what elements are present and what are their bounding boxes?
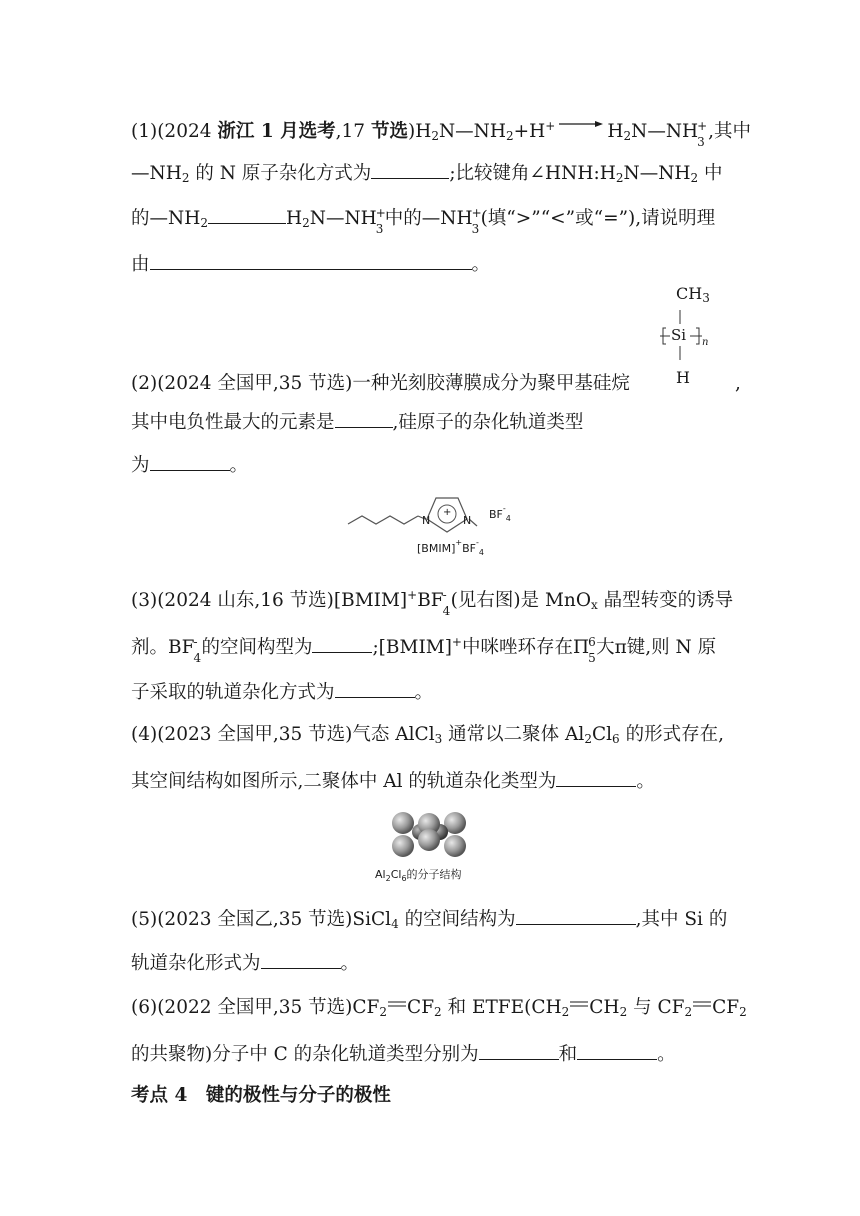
text: ,17 — [335, 121, 371, 142]
subscript: 4 — [193, 651, 202, 665]
charge: + — [471, 206, 482, 220]
subscript: 3 — [702, 291, 710, 305]
text: BF — [417, 590, 444, 611]
bf4-label — [489, 504, 511, 523]
text: Cl — [591, 724, 613, 745]
q6-line2 — [131, 1041, 676, 1067]
text: )H — [407, 121, 432, 142]
superscript: - — [502, 504, 506, 513]
subscript: 4 — [442, 604, 451, 618]
answer-blank[interactable] — [150, 251, 472, 270]
answer-blank[interactable] — [516, 906, 636, 925]
q2-line1 — [131, 372, 630, 396]
text: ,硅原子的杂化轨道类型 — [392, 412, 584, 433]
text: —NH — [131, 163, 182, 184]
subscript: 3 — [471, 222, 480, 236]
subscript: 2 — [623, 129, 632, 143]
answer-blank[interactable] — [479, 1041, 559, 1060]
al2cl6-molecule-diagram — [370, 806, 490, 866]
subscript: 2 — [379, 1005, 388, 1019]
subscript: 2 — [506, 129, 514, 143]
q1-line3 — [131, 205, 716, 236]
subscript: 2 — [684, 1005, 693, 1019]
text: (3)(2024 山东,16 节选)[BMIM] — [131, 590, 408, 611]
q4-line2 — [131, 768, 655, 794]
text: [BMIM] — [417, 542, 456, 555]
polymethylsilane-structure — [650, 282, 740, 392]
subscript: 2 — [619, 1005, 628, 1019]
double-bond-icon — [692, 999, 712, 1009]
subscript: 2 — [615, 171, 624, 185]
subscript: 2 — [561, 1005, 570, 1019]
subscript: 2 — [584, 732, 592, 746]
text: 。 — [657, 1044, 676, 1065]
text: , — [735, 373, 741, 394]
nh3-ion — [631, 119, 708, 149]
superscript: + — [455, 538, 463, 547]
text-bold: 浙江 1 月选考 — [217, 121, 336, 142]
si-label: Si — [671, 326, 687, 344]
text: 。 — [636, 771, 655, 792]
text: 中 — [698, 163, 723, 184]
text: 和 — [558, 1044, 578, 1065]
text: 其空间结构如图所示,二聚体中 Al 的轨道杂化类型为 — [131, 771, 557, 792]
ch3-label — [676, 284, 710, 303]
q3-line3 — [131, 679, 433, 705]
q2-line2 — [131, 409, 583, 435]
text: CF — [712, 997, 740, 1018]
n-label: N — [422, 514, 431, 527]
text: 的分子结构 — [406, 868, 462, 881]
answer-blank[interactable] — [577, 1041, 657, 1060]
charge: - — [193, 635, 198, 649]
text: 与 CF — [627, 997, 685, 1018]
text: 剂。BF — [131, 637, 195, 658]
text: (5)(2023 全国乙,35 节选)SiCl — [131, 909, 392, 930]
subscript: 6 — [612, 732, 620, 746]
pi-bond-notation — [461, 635, 596, 665]
text: 的共聚物)分子中 C 的杂化轨道类型分别为 — [131, 1044, 479, 1065]
text: 子采取的轨道杂化方式为 — [131, 682, 335, 703]
text: ;[BMIM] — [372, 637, 452, 658]
subscript: 2 — [431, 129, 439, 143]
plus-label: + — [443, 507, 452, 518]
text: 的 N 原子杂化方式为 — [189, 163, 372, 184]
text: 。 — [471, 254, 491, 275]
superscript: 6 — [588, 635, 596, 649]
answer-blank[interactable] — [261, 950, 341, 969]
subscript: 3 — [434, 732, 443, 746]
text: N—NH — [623, 163, 691, 184]
text: 由 — [131, 254, 150, 275]
nh3-ion — [384, 206, 482, 236]
superscript: + — [545, 119, 556, 133]
answer-blank[interactable] — [335, 679, 415, 698]
subscript: 4 — [505, 514, 511, 523]
text: 大π键,则 N 原 — [596, 637, 717, 658]
n-label: n — [702, 337, 709, 348]
superscript: + — [407, 588, 418, 602]
text: 轨道杂化形式为 — [131, 953, 261, 974]
bf4-ion — [417, 588, 451, 618]
q5-line1 — [131, 906, 727, 932]
subscript: 2 — [181, 171, 190, 185]
q6-line1 — [131, 996, 747, 1020]
text: (填“>”“<”或“=”),请说明理 — [480, 208, 716, 229]
text: N—NH — [631, 121, 699, 142]
n-label: N — [463, 514, 472, 527]
text: 。 — [229, 455, 249, 476]
text: 为 — [131, 455, 150, 476]
subscript: 2 — [200, 216, 208, 230]
text: (见右图)是 MnO — [450, 590, 591, 611]
text: 的空间结构为 — [398, 909, 516, 930]
answer-blank[interactable] — [371, 160, 449, 179]
subscript: x — [590, 598, 598, 612]
text: CH — [589, 997, 620, 1018]
text: BF — [489, 508, 503, 521]
text: N—NH — [438, 121, 506, 142]
answer-blank[interactable] — [312, 634, 372, 653]
q5-line2 — [131, 950, 359, 976]
text: 中的—NH — [384, 208, 473, 229]
bmim-caption — [417, 538, 484, 557]
double-bond-icon — [569, 999, 589, 1009]
charge: + — [375, 206, 386, 220]
subscript: 6 — [401, 874, 407, 883]
subscript: 4 — [478, 548, 484, 557]
charge: + — [697, 119, 708, 133]
text: Cl — [390, 868, 402, 881]
q4-line1 — [131, 723, 724, 747]
answer-blank[interactable] — [335, 409, 393, 428]
q1-line2 — [131, 160, 723, 186]
text: 的—NH — [131, 208, 201, 229]
al2cl6-figure — [370, 806, 490, 886]
subscript: 2 — [434, 1005, 442, 1019]
subscript: 4 — [391, 917, 399, 931]
answer-blank[interactable] — [556, 768, 636, 787]
text: ,其中 — [708, 121, 752, 142]
subscript: 2 — [385, 874, 391, 883]
subscript: 3 — [375, 222, 384, 236]
q3-line1 — [131, 588, 734, 618]
h-label: H — [676, 368, 690, 387]
text: 的形式存在, — [619, 724, 724, 745]
al2cl6-caption — [375, 866, 462, 882]
text: ;比较键角∠HNH:H — [449, 163, 616, 184]
answer-blank[interactable] — [150, 452, 230, 471]
text: Al — [375, 868, 386, 881]
nh3-ion — [309, 206, 386, 236]
section-title: 考点 4 键的极性与分子的极性 — [131, 1085, 391, 1106]
text: N—NH — [309, 208, 377, 229]
text: 和 ETFE(CH — [441, 997, 562, 1018]
q3-line2 — [131, 634, 717, 665]
subscript: 2 — [739, 1005, 747, 1019]
subscript: 2 — [690, 171, 699, 185]
text: CF — [407, 997, 435, 1018]
text: H — [285, 208, 303, 229]
subscript: 3 — [697, 135, 705, 149]
q1-line1 — [131, 117, 752, 149]
text: (2)(2024 全国甲,35 节选)一种光刻胶薄膜成分为聚甲基硅烷 — [131, 373, 630, 394]
answer-blank[interactable] — [208, 205, 286, 224]
text: CH — [676, 284, 703, 303]
text: 通常以二聚体 Al — [442, 724, 585, 745]
bmim-figure — [345, 486, 520, 566]
section-heading — [131, 1084, 391, 1108]
q1-line4 — [131, 251, 490, 277]
text: 中咪唑环存在Π — [461, 637, 590, 658]
subscript: 5 — [588, 651, 596, 665]
text: +H — [513, 121, 546, 142]
double-bond-icon — [387, 999, 407, 1009]
charge: - — [442, 588, 447, 602]
reaction-arrow-icon — [557, 117, 605, 131]
text: BF — [462, 542, 476, 555]
text: (4)(2023 全国甲,35 节选)气态 AlCl — [131, 724, 435, 745]
text: 其中电负性最大的元素是 — [131, 412, 335, 433]
text-bold: 节选 — [370, 121, 408, 142]
bf4-ion — [131, 635, 202, 665]
subscript: 2 — [302, 216, 310, 230]
text: 的空间构型为 — [201, 637, 313, 658]
superscript: + — [451, 635, 462, 649]
text: (1)(2024 — [131, 121, 218, 142]
text: H — [607, 121, 624, 142]
q2-comma — [735, 372, 741, 396]
text: ,其中 Si 的 — [635, 909, 728, 930]
superscript: - — [475, 538, 479, 547]
text: 。 — [340, 953, 360, 974]
text: 晶型转变的诱导 — [597, 590, 734, 611]
text: 。 — [414, 682, 434, 703]
text: (6)(2022 全国甲,35 节选)CF — [131, 997, 380, 1018]
q2-line3 — [131, 452, 248, 478]
